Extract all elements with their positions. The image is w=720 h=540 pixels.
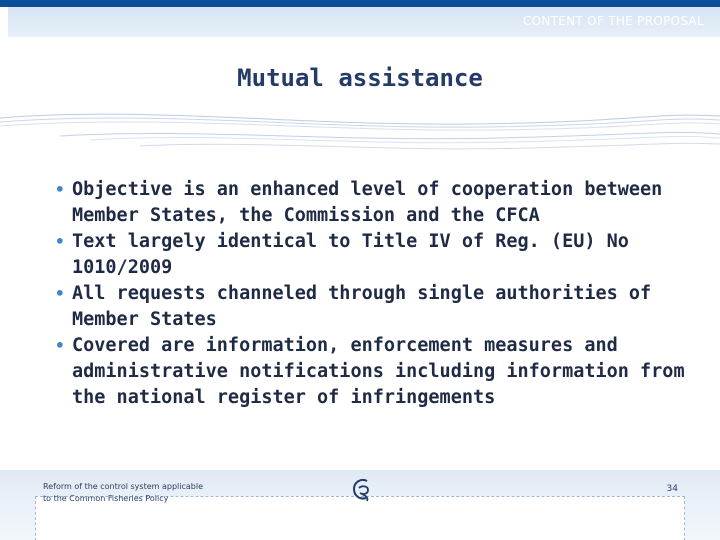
page-number: 34 [666, 484, 678, 494]
bullet-text: Covered are information, enforcement measures and administrative notifications including information from the national register of infringements [72, 335, 685, 408]
slide-title: Mutual assistance [237, 64, 483, 92]
section-label: CONTENT OF THE PROPOSAL [522, 14, 704, 28]
bullet-item [55, 333, 695, 411]
bullet-item [55, 281, 695, 333]
footer-caption-line-1: Reform of the control system applicable [43, 482, 204, 491]
bullet-marker: • [55, 232, 65, 251]
footer-caption-line-2: to the Common Fisheries Policy [43, 494, 169, 503]
eu-fisheries-logo-icon [350, 476, 374, 504]
bullet-text: Objective is an enhanced level of cooperation between Member States, the Commission and the CFCA [72, 179, 663, 226]
bullet-text: All requests channeled through single authorities of Member States [72, 283, 652, 330]
header-top-rule [0, 0, 720, 7]
bullet-item [55, 229, 695, 281]
bullet-marker: • [55, 180, 65, 199]
decorative-wave-lines [0, 96, 720, 166]
bullet-text: Text largely identical to Title IV of Reg. (EU) No 1010/2009 [72, 231, 629, 278]
bullet-marker: • [55, 336, 65, 355]
footer-caption [43, 481, 203, 505]
bullet-list [55, 177, 695, 411]
bullet-item [55, 177, 695, 229]
bullet-marker: • [55, 284, 65, 303]
